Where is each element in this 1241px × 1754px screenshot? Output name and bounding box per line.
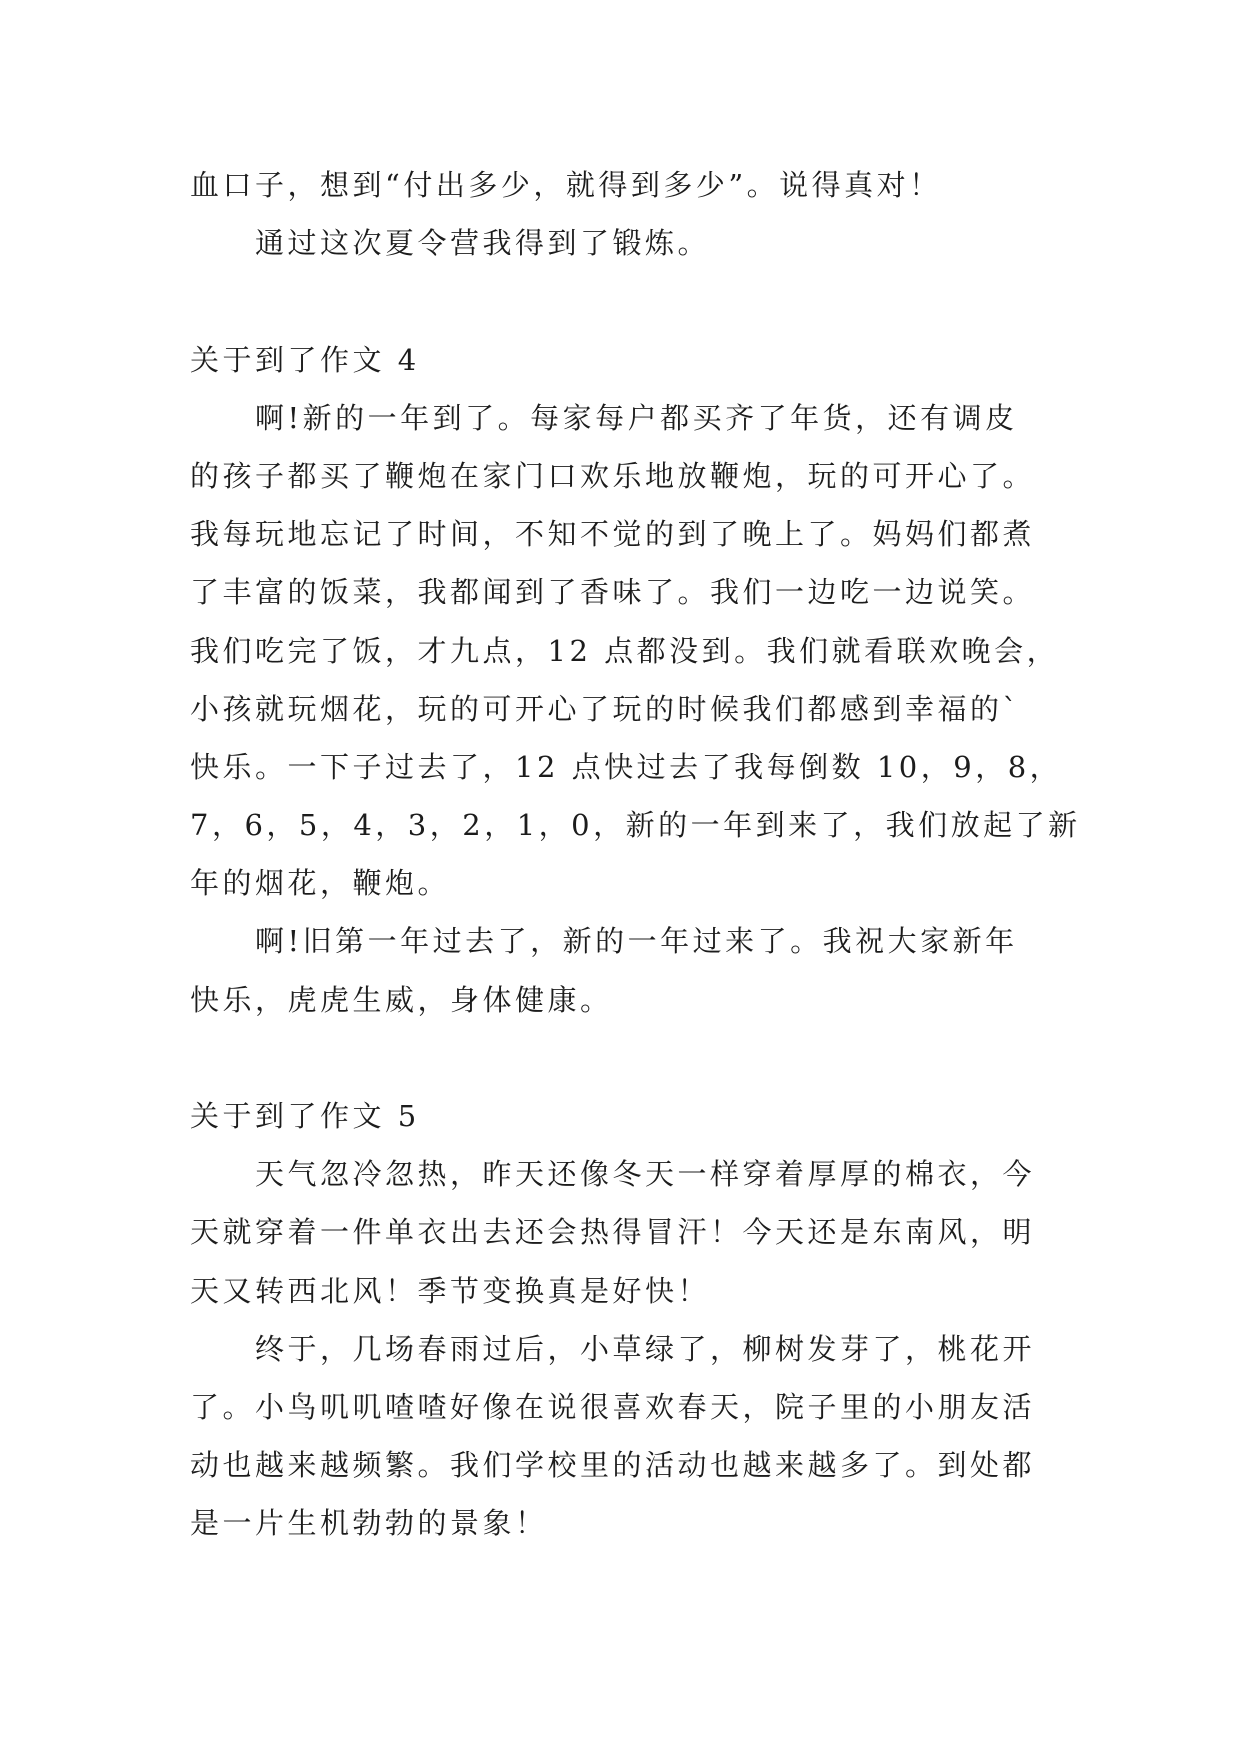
text-line: 我每玩地忘记了时间，不知不觉的到了晚上了。妈妈们都煮 xyxy=(190,517,1036,552)
paragraph xyxy=(190,912,1190,1028)
blank-line xyxy=(190,1029,1190,1087)
text-line: 快乐，虎虎生威，身体健康。 xyxy=(190,982,613,1017)
text-line: 天气忽冷忽热，昨天还像冬天一样穿着厚厚的棉衣，今 xyxy=(255,1157,1036,1192)
text-line: 终于，几场春雨过后，小草绿了，柳树发芽了，桃花开 xyxy=(255,1331,1036,1366)
paragraph xyxy=(190,1145,1190,1320)
text-line: 了。小鸟叽叽喳喳好像在说很喜欢春天，院子里的小朋友活 xyxy=(190,1389,1036,1424)
text-line: 天就穿着一件单衣出去还会热得冒汗！今天还是东南风，明 xyxy=(190,1215,1036,1250)
text-line: 的孩子都买了鞭炮在家门口欢乐地放鞭炮，玩的可开心了。 xyxy=(190,458,1036,493)
text-line: 啊!旧第一年过去了，新的一年过来了。我祝大家新年 xyxy=(255,924,1018,959)
text-line: 血口子，想到“付出多少，就得到多少”。说得真对！ xyxy=(190,168,942,202)
text-line: 小孩就玩烟花，玩的可开心了玩的时候我们都感到幸福的` xyxy=(190,691,1021,726)
paragraph xyxy=(190,389,1190,913)
paragraph xyxy=(190,1320,1190,1553)
text-line: 动也越来越频繁。我们学校里的活动也越来越多了。到处都 xyxy=(190,1448,1036,1483)
paragraph xyxy=(190,214,1190,272)
blank-line xyxy=(190,272,1190,330)
text-line: 了丰富的饭菜，我都闻到了香味了。我们一边吃一边说笑。 xyxy=(190,575,1036,610)
text-line: 啊!新的一年到了。每家每户都买齐了年货，还有调皮 xyxy=(255,400,1018,435)
essay-heading: 关于到了作文 5 xyxy=(190,1099,420,1133)
paragraph xyxy=(190,156,1190,214)
text-line: 通过这次夏令营我得到了锻炼。 xyxy=(255,226,711,261)
text-line: 7，6，5，4，3，2，1，0，新的一年到来了，我们放起了新 xyxy=(190,808,1081,843)
document-body xyxy=(190,156,1190,1553)
text-line: 快乐。一下子过去了，12 点快过去了我每倒数 10，9，8， xyxy=(190,749,1063,784)
text-line: 年的烟花，鞭炮。 xyxy=(190,866,451,901)
text-line: 天又转西北风！季节变换真是好快！ xyxy=(190,1273,711,1308)
text-line: 是一片生机勃勃的景象！ xyxy=(190,1506,548,1541)
essay-heading: 关于到了作文 4 xyxy=(190,342,420,377)
text-line: 我们吃完了饭，才九点，12 点都没到。我们就看联欢晚会， xyxy=(190,633,1060,668)
